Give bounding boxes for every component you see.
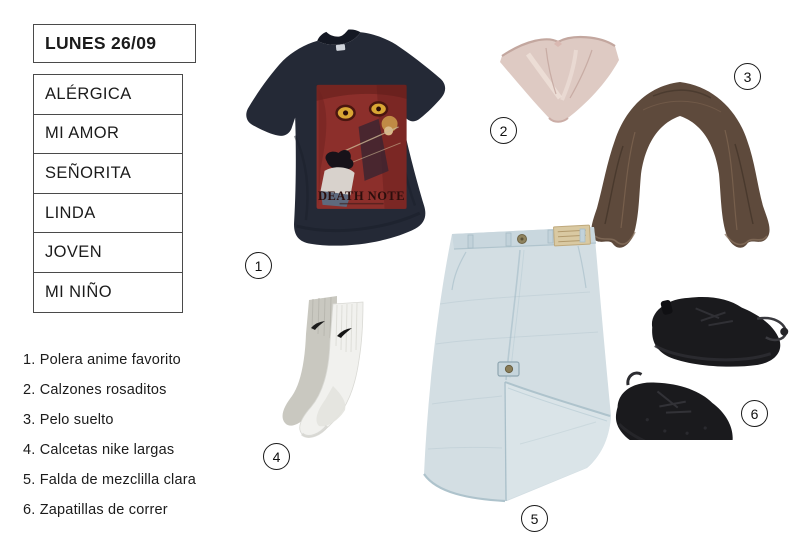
denim-skirt-image — [410, 214, 618, 510]
word-label: MI NIÑO — [45, 282, 112, 301]
word-label: LINDA — [45, 203, 96, 222]
word-list — [33, 74, 183, 313]
item-badge-4 — [263, 443, 290, 470]
legend-item-3: 3. Pelo suelto — [23, 412, 114, 428]
item-badge-1 — [245, 252, 272, 279]
item-badge-2 — [490, 117, 517, 144]
back-shoe — [649, 293, 790, 371]
legend-item-2: 2. Calzones rosaditos — [23, 382, 167, 398]
item-badge-3 — [734, 63, 761, 90]
word-box-mi-nino — [33, 272, 183, 313]
slit-tab-buckle — [498, 362, 519, 376]
legend-item-6: 6. Zapatillas de correr — [23, 502, 168, 518]
item-badge-6 — [741, 400, 768, 427]
legend-item-4: 4. Calcetas nike largas — [23, 442, 175, 458]
date-box — [33, 24, 196, 63]
word-label: JOVEN — [45, 243, 103, 262]
word-label: MI AMOR — [45, 124, 120, 143]
word-box-senorita — [33, 153, 183, 194]
legend-item-5: 5. Falda de mezclilla clara — [23, 472, 197, 488]
word-box-joven — [33, 232, 183, 273]
legend-item-1: 1. Polera anime favorito — [23, 352, 181, 368]
print-logo-text: DEATH NOTE — [318, 188, 406, 203]
nike-socks-image — [275, 290, 385, 455]
date-label: LUNES 26/09 — [45, 33, 157, 53]
badge-number: 1 — [254, 257, 263, 274]
collar-tag — [336, 44, 346, 51]
front-shoe — [608, 370, 744, 440]
word-label: ALÉRGICA — [45, 84, 132, 103]
word-box-linda — [33, 193, 183, 234]
word-label: SEÑORITA — [45, 163, 132, 182]
badge-number: 6 — [750, 405, 759, 422]
badge-number: 2 — [499, 122, 508, 139]
badge-number: 4 — [272, 448, 281, 465]
word-box-mi-amor — [33, 114, 183, 155]
item-badge-5 — [521, 505, 548, 532]
legend — [23, 352, 196, 519]
word-box-alergica — [33, 74, 183, 115]
death-note-print — [317, 85, 407, 209]
waist-button — [518, 235, 527, 244]
badge-number: 3 — [743, 68, 752, 85]
badge-number: 5 — [530, 510, 539, 527]
